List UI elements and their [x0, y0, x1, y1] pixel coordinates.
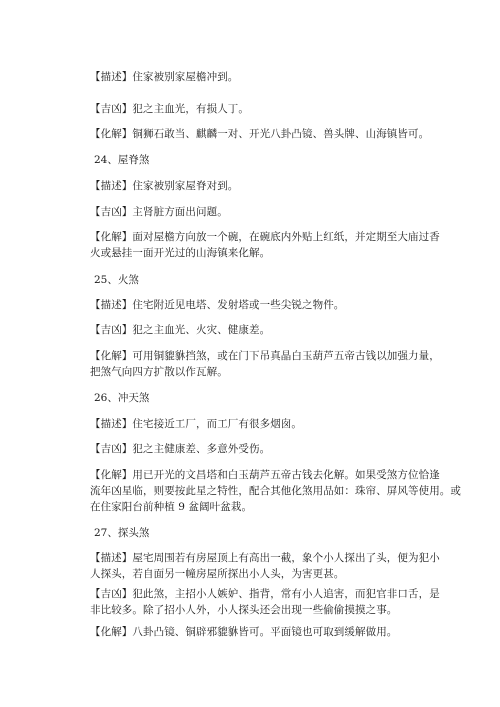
remedy-line: 【化解】八卦凸镜、铜辟邪貔貅皆可。平面镜也可取到缓解做用。: [90, 626, 398, 638]
fortune-line: 【吉凶】犯之主血光、火灾、健康差。: [90, 324, 271, 336]
remedy-line: 【化解】铜狮石敢当、麒麟一对、开光八卦凸镜、兽头牌、山海镇皆可。: [90, 128, 430, 140]
fortune-line: 【吉凶】主肾脏方面出问题。: [90, 206, 228, 218]
section-heading-24: 24、屋脊煞: [94, 154, 150, 166]
section-heading-26: 26、冲天煞: [94, 392, 150, 404]
description-line: 【描述】住宅接近工厂，而工厂有很多烟囱。: [90, 418, 303, 430]
description-paragraph: 【描述】屋宅周围若有房屋顶上有高出一截，象个小人探出了头，便为犯小 人探头，若自面另一幢房屋所探出小人头，为害更甚。: [90, 552, 440, 580]
remedy-paragraph: 【化解】用已开光的文昌塔和白玉葫芦五帝古钱去化解。如果受煞方位恰逢 流年凶星临，则要按此星之特性，配合其他化煞用品如：珠帘、屏风等使用。或 在住家阳台前种植 9 盆阔叶盆栽。: [90, 469, 461, 513]
fortune-line: 【吉凶】犯之主健康差、多意外受伤。: [90, 443, 271, 455]
remedy-paragraph: 【化解】可用铜貔貅挡煞，或在门下吊真晶白玉葫芦五帝古钱以加强力量， 把煞气向四方扩散以作瓦解。: [90, 350, 440, 378]
description-line: 【描述】住家被别家屋脊对到。: [90, 180, 239, 192]
fortune-line: 【吉凶】犯之主血光，有损人丁。: [90, 103, 250, 115]
section-heading-25: 25、火煞: [94, 274, 139, 286]
description-line: 【描述】住家被别家屋檐冲到。: [90, 71, 239, 83]
fortune-paragraph: 【吉凶】犯此煞，主招小人嫉妒、指背，常有小人追害，而犯官非口舌，是 非比较多。除了招小人外，小人探头还会出现一些偷偷摸摸之事。: [90, 588, 440, 616]
remedy-paragraph: 【化解】面对屋檐方向放一个碗，在碗底内外贴上红纸，并定期至大庙过香 火或悬挂一面开光过的山海镇来化解。: [90, 231, 440, 259]
section-heading-27: 27、探头煞: [94, 527, 150, 539]
description-line: 【描述】住宅附近见电塔、发射塔或一些尖锐之物件。: [90, 299, 345, 311]
